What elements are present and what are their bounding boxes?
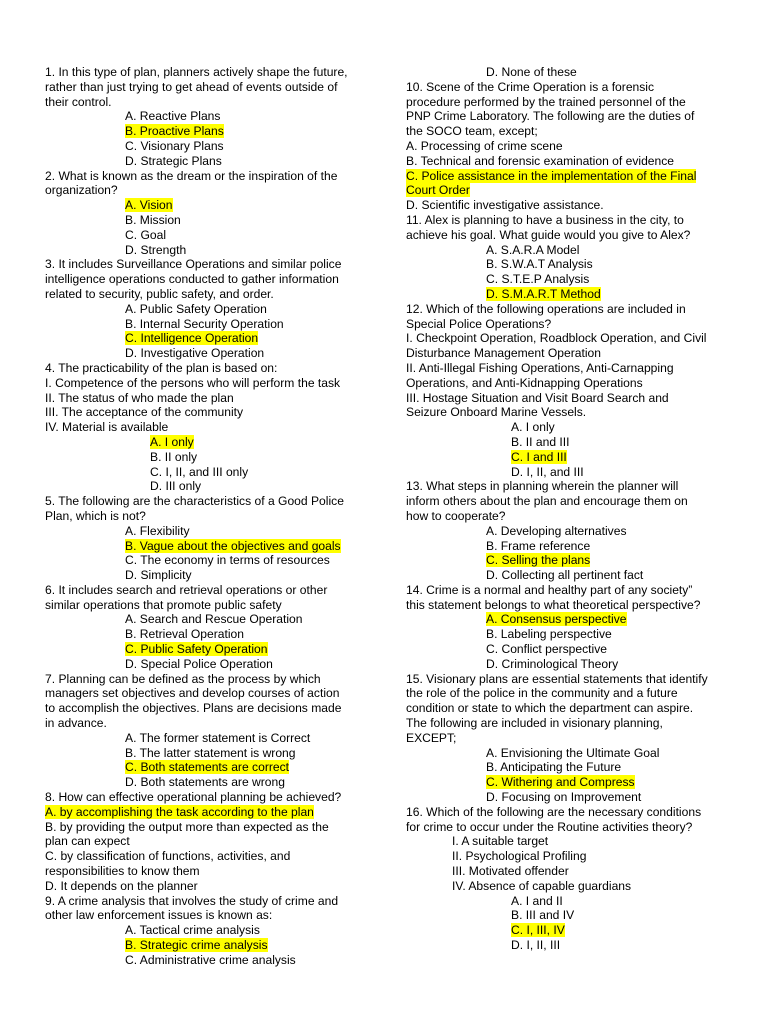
line-text: B. II and III: [511, 434, 570, 449]
answer-option-line: [45, 953, 363, 968]
line-text: A. Search and Rescue Operation: [125, 612, 303, 627]
answer-option-line: [406, 420, 724, 435]
question-line: [45, 257, 363, 272]
answer-option-line: [45, 539, 363, 554]
line-text: other law enforcement issues is known as:: [45, 908, 273, 923]
answer-option-line: [45, 627, 363, 642]
question-line: [45, 494, 363, 509]
line-text: their control.: [45, 94, 112, 109]
line-text: D. Investigative Operation: [125, 346, 265, 361]
line-text: 2. What is known as the dream or the inspiration of the: [45, 168, 338, 183]
answer-option-line: [45, 228, 363, 243]
answer-option-line: [45, 524, 363, 539]
answer-option-line: [45, 198, 363, 213]
question-line: [406, 109, 724, 124]
line-text: B. Retrieval Operation: [125, 627, 244, 642]
line-text: II. Anti-Illegal Fishing Operations, Anti-Carnapping: [406, 360, 674, 375]
line-text: A. Flexibility: [125, 523, 190, 538]
answer-option-line: [406, 760, 724, 775]
line-text: D. Simplicity: [125, 568, 192, 583]
answer-option-line: [45, 435, 363, 450]
line-text: II. Psychological Profiling: [452, 849, 587, 864]
answer-option-line: [45, 760, 363, 775]
line-text: B. Frame reference: [486, 538, 591, 553]
line-text: organization?: [45, 183, 118, 198]
line-text: how to cooperate?: [406, 508, 506, 523]
question-line: [45, 391, 363, 406]
question-line: [406, 154, 724, 169]
line-text: A. Tactical crime analysis: [125, 923, 260, 938]
question-line: [406, 701, 724, 716]
line-text: C. Conflict perspective: [486, 642, 607, 657]
line-text: A. The former statement is Correct: [125, 730, 311, 745]
line-text: to accomplish the objectives. Plans are decisions made: [45, 701, 342, 716]
line-text: 12. Which of the following operations are included in: [406, 301, 686, 316]
answer-option-line: [45, 568, 363, 583]
question-line: [406, 479, 724, 494]
question-line: [45, 169, 363, 184]
question-line: [45, 95, 363, 110]
question-line: [406, 686, 724, 701]
line-text: the SOCO team, except;: [406, 124, 538, 139]
question-line: [406, 317, 724, 332]
question-line: [45, 583, 363, 598]
line-text: The following are included in visionary planning,: [406, 716, 663, 731]
answer-option-line: [406, 243, 724, 258]
line-text: A. I only: [511, 420, 555, 435]
line-text: B. Anticipating the Future: [486, 760, 622, 775]
highlighted-answer-text: Court Order: [406, 183, 470, 198]
question-line: [406, 302, 724, 317]
line-text: A. Envisioning the Ultimate Goal: [486, 745, 660, 760]
answer-option-line: [45, 775, 363, 790]
line-text: 14. Crime is a normal and healthy part of any society”: [406, 582, 693, 597]
question-line: [45, 686, 363, 701]
highlighted-answer-text: B. Proactive Plans: [125, 124, 224, 139]
answer-option-line: [45, 657, 363, 672]
line-text: B. Mission: [125, 212, 181, 227]
question-line: [45, 716, 363, 731]
answer-option-line: [406, 257, 724, 272]
line-text: 10. Scene of the Crime Operation is a forensic: [406, 79, 655, 94]
question-line: [45, 820, 363, 835]
line-text: C. S.T.E.P Analysis: [486, 272, 590, 287]
answer-option-line: [406, 879, 724, 894]
line-text: achieve his goal. What guide would you give to Alex?: [406, 227, 691, 242]
highlighted-answer-text: C. Public Safety Operation: [125, 642, 268, 657]
answer-option-line: [406, 450, 724, 465]
line-text: D. I, II, III: [511, 938, 561, 953]
answer-option-line: [406, 894, 724, 909]
question-line: [406, 405, 724, 420]
question-line: [45, 879, 363, 894]
line-text: 7. Planning can be defined as the process by which: [45, 671, 321, 686]
line-text: Plan, which is not?: [45, 508, 146, 523]
question-line: [406, 583, 724, 598]
answer-option-line: [406, 568, 724, 583]
line-text: responsibilities to know them: [45, 864, 200, 879]
line-text: C. I, II, and III only: [150, 464, 249, 479]
answer-option-line: [406, 834, 724, 849]
line-text: the role of the police in the community and a future: [406, 686, 678, 701]
line-text: D. I, II, and III: [511, 464, 584, 479]
line-text: 5. The following are the characteristics of a Good Police: [45, 494, 344, 509]
answer-option-line: [406, 612, 724, 627]
answer-option-line: [45, 331, 363, 346]
question-line: [45, 287, 363, 302]
line-text: C. Visionary Plans: [125, 138, 224, 153]
line-text: 15. Visionary plans are essential statements that identify: [406, 671, 708, 686]
question-line: [406, 805, 724, 820]
line-text: this statement belongs to what theoretical perspective?: [406, 597, 701, 612]
highlighted-answer-text: C. Selling the plans: [486, 553, 591, 568]
question-line: [406, 124, 724, 139]
question-line: [406, 198, 724, 213]
line-text: Seizure Onboard Marine Vessels.: [406, 405, 587, 420]
line-text: A. Developing alternatives: [486, 523, 627, 538]
answer-option-line: [45, 938, 363, 953]
answer-option-line: [406, 65, 724, 80]
answer-option-line: [45, 450, 363, 465]
answer-option-line: [406, 553, 724, 568]
line-text: I. Checkpoint Operation, Roadblock Operation, and Civil: [406, 331, 707, 346]
line-text: EXCEPT;: [406, 730, 457, 745]
question-line: [45, 672, 363, 687]
line-text: 6. It includes search and retrieval operations or other: [45, 582, 328, 597]
answer-option-line: [406, 435, 724, 450]
question-line: [406, 361, 724, 376]
question-line: [406, 183, 724, 198]
answer-option-line: [45, 302, 363, 317]
line-text: C. The economy in terms of resources: [125, 553, 330, 568]
question-line: [406, 820, 724, 835]
right-column: [406, 65, 724, 953]
line-text: D. Criminological Theory: [486, 656, 619, 671]
question-line: [406, 716, 724, 731]
line-text: intelligence operations conducted to gather information: [45, 272, 339, 287]
answer-option-line: [406, 908, 724, 923]
question-line: [45, 834, 363, 849]
question-line: [45, 183, 363, 198]
answer-option-line: [45, 124, 363, 139]
line-text: III. Motivated offender: [452, 864, 569, 879]
question-line: [45, 376, 363, 391]
line-text: procedure performed by the trained personnel of the: [406, 94, 686, 109]
question-line: [45, 420, 363, 435]
question-line: [406, 598, 724, 613]
line-text: A. Public Safety Operation: [125, 301, 267, 316]
line-text: I. Competence of the persons who will perform the task: [45, 375, 341, 390]
answer-option-line: [406, 627, 724, 642]
line-text: D. It depends on the planner: [45, 878, 198, 893]
answer-option-line: [45, 465, 363, 480]
line-text: IV. Absence of capable guardians: [452, 878, 632, 893]
question-line: [406, 391, 724, 406]
question-line: [45, 908, 363, 923]
highlighted-answer-text: A. Vision: [125, 198, 173, 213]
highlighted-answer-text: A. Consensus perspective: [486, 612, 627, 627]
highlighted-answer-text: C. Both statements are correct: [125, 760, 290, 775]
highlighted-answer-text: C. I, III, IV: [511, 923, 565, 938]
highlighted-answer-text: D. S.M.A.R.T Method: [486, 286, 601, 301]
line-text: related to security, public safety, and order.: [45, 286, 274, 301]
answer-option-line: [406, 775, 724, 790]
question-line: [406, 509, 724, 524]
line-text: for crime to occur under the Routine activities theory?: [406, 819, 693, 834]
answer-option-line: [45, 139, 363, 154]
answer-option-line: [406, 465, 724, 480]
question-line: [406, 494, 724, 509]
line-text: 4. The practicability of the plan is based on:: [45, 360, 278, 375]
answer-option-line: [406, 642, 724, 657]
line-text: managers set objectives and develop courses of action: [45, 686, 340, 701]
answer-option-line: [406, 790, 724, 805]
line-text: B. Internal Security Operation: [125, 316, 284, 331]
line-text: B. Labeling perspective: [486, 627, 612, 642]
line-text: A. S.A.R.A Model: [486, 242, 580, 257]
question-line: [406, 139, 724, 154]
highlighted-answer-text: B. Vague about the objectives and goals: [125, 538, 341, 553]
question-line: [45, 790, 363, 805]
question-line: [45, 65, 363, 80]
answer-option-line: [45, 731, 363, 746]
answer-option-line: [45, 317, 363, 332]
line-text: D. Strength: [125, 242, 187, 257]
line-text: B. S.W.A.T Analysis: [486, 257, 593, 272]
line-text: C. Goal: [125, 227, 166, 242]
line-text: in advance.: [45, 716, 107, 731]
line-text: B. by providing the output more than expected as the: [45, 819, 329, 834]
question-line: [406, 346, 724, 361]
answer-option-line: [406, 746, 724, 761]
answer-option-line: [45, 553, 363, 568]
line-text: IV. Material is available: [45, 420, 169, 435]
question-line: [45, 272, 363, 287]
question-line: [45, 864, 363, 879]
answer-option-line: [45, 154, 363, 169]
line-text: 3. It includes Surveillance Operations and similar police: [45, 257, 342, 272]
question-line: [406, 169, 724, 184]
highlighted-answer-text: A. by accomplishing the task according to the plan: [45, 804, 314, 819]
answer-option-line: [406, 272, 724, 287]
highlighted-answer-text: C. Police assistance in the implementation of the Final: [406, 168, 697, 183]
line-text: D. Collecting all pertinent fact: [486, 568, 644, 583]
line-text: D. Focusing on Improvement: [486, 790, 642, 805]
line-text: C. by classification of functions, activities, and: [45, 849, 291, 864]
answer-option-line: [45, 642, 363, 657]
answer-option-line: [406, 524, 724, 539]
line-text: B. The latter statement is wrong: [125, 745, 296, 760]
line-text: plan can expect: [45, 834, 130, 849]
line-text: PNP Crime Laboratory. The following are the duties of: [406, 109, 695, 124]
line-text: 9. A crime analysis that involves the study of crime and: [45, 893, 339, 908]
question-line: [406, 672, 724, 687]
answer-option-line: [45, 346, 363, 361]
line-text: Operations, and Anti-Kidnapping Operations: [406, 375, 643, 390]
highlighted-answer-text: C. Intelligence Operation: [125, 331, 259, 346]
answer-option-line: [45, 243, 363, 258]
line-text: D. Special Police Operation: [125, 656, 273, 671]
question-line: [406, 213, 724, 228]
line-text: II. The status of who made the plan: [45, 390, 234, 405]
answer-option-line: [45, 479, 363, 494]
line-text: inform others about the plan and encourage them on: [406, 494, 688, 509]
question-line: [45, 849, 363, 864]
line-text: I. A suitable target: [452, 834, 549, 849]
answer-option-line: [45, 746, 363, 761]
question-line: [45, 894, 363, 909]
highlighted-answer-text: C. Withering and Compress: [486, 775, 635, 790]
question-line: [45, 405, 363, 420]
question-line: [406, 331, 724, 346]
question-line: [45, 598, 363, 613]
line-text: D. Scientific investigative assistance.: [406, 198, 604, 213]
line-text: D. Both statements are wrong: [125, 775, 285, 790]
line-text: A. Reactive Plans: [125, 109, 221, 124]
answer-option-line: [45, 109, 363, 124]
line-text: B. II only: [150, 449, 198, 464]
line-text: D. None of these: [486, 65, 577, 79]
line-text: D. Strategic Plans: [125, 153, 222, 168]
question-line: [45, 805, 363, 820]
line-text: rather than just trying to get ahead of events outside of: [45, 79, 338, 94]
line-text: D. III only: [150, 479, 202, 494]
answer-option-line: [45, 612, 363, 627]
highlighted-answer-text: A. I only: [150, 434, 194, 449]
line-text: A. Processing of crime scene: [406, 138, 563, 153]
answer-option-line: [406, 923, 724, 938]
question-line: [45, 509, 363, 524]
line-text: A. I and II: [511, 893, 563, 908]
answer-option-line: [406, 864, 724, 879]
question-line: [45, 361, 363, 376]
line-text: 13. What steps in planning wherein the planner will: [406, 479, 679, 494]
line-text: Disturbance Management Operation: [406, 346, 601, 361]
line-text: 16. Which of the following are the necessary conditions: [406, 804, 702, 819]
question-line: [45, 80, 363, 95]
question-line: [45, 701, 363, 716]
highlighted-answer-text: B. Strategic crime analysis: [125, 938, 268, 953]
answer-option-line: [406, 287, 724, 302]
line-text: condition or state to which the department can aspire.: [406, 701, 694, 716]
question-line: [406, 95, 724, 110]
answer-option-line: [45, 213, 363, 228]
line-text: similar operations that promote public safety: [45, 597, 282, 612]
left-column: [45, 65, 363, 968]
line-text: B. Technical and forensic examination of evidence: [406, 153, 675, 168]
question-line: [406, 228, 724, 243]
line-text: B. III and IV: [511, 908, 575, 923]
question-line: [406, 376, 724, 391]
line-text: 8. How can effective operational planning be achieved?: [45, 790, 342, 805]
line-text: Special Police Operations?: [406, 316, 552, 331]
highlighted-answer-text: C. I and III: [511, 449, 567, 464]
answer-option-line: [406, 849, 724, 864]
answer-option-line: [45, 923, 363, 938]
line-text: 11. Alex is planning to have a business in the city, to: [406, 212, 684, 227]
line-text: 1. In this type of plan, planners actively shape the future,: [45, 65, 348, 79]
line-text: III. Hostage Situation and Visit Board Search and: [406, 390, 669, 405]
question-line: [406, 80, 724, 95]
question-line: [406, 731, 724, 746]
answer-option-line: [406, 938, 724, 953]
answer-option-line: [406, 539, 724, 554]
answer-option-line: [406, 657, 724, 672]
line-text: C. Administrative crime analysis: [125, 952, 296, 967]
line-text: III. The acceptance of the community: [45, 405, 244, 420]
